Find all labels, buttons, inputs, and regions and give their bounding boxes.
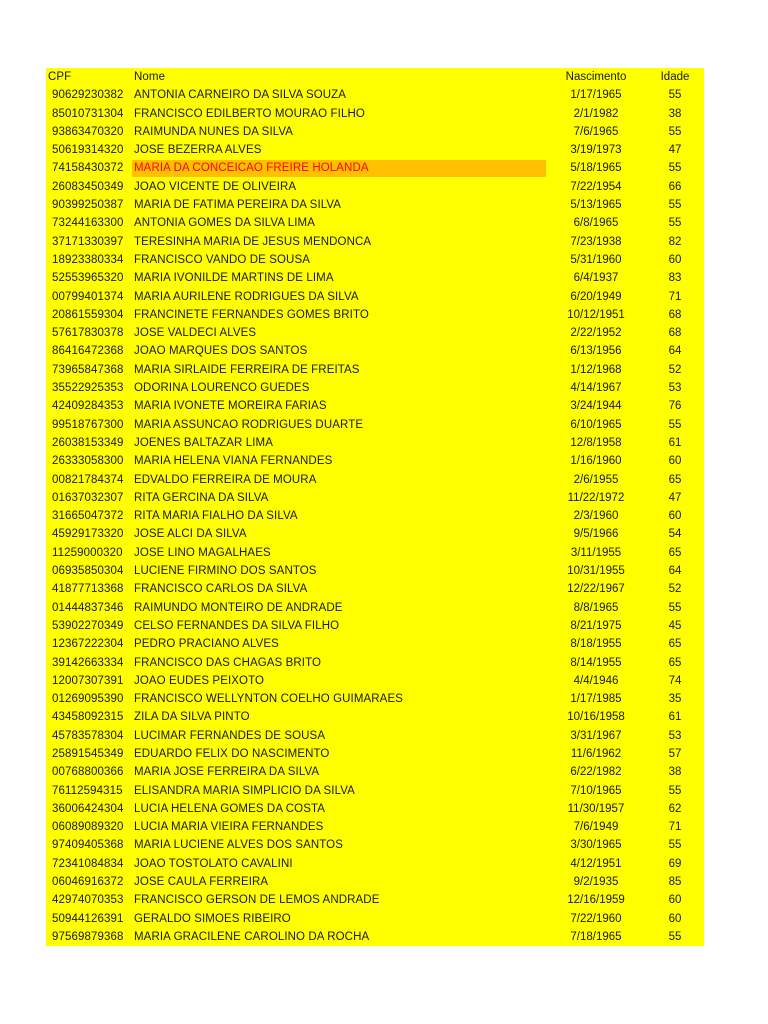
table-row[interactable]: [46, 178, 704, 196]
cell-nome[interactable]: ELISANDRA MARIA SIMPLICIO DA SILVA: [134, 784, 355, 797]
table-row[interactable]: [46, 269, 704, 287]
cell-nome[interactable]: ANTONIA CARNEIRO DA SILVA SOUZA: [134, 89, 347, 102]
table-row[interactable]: [46, 288, 704, 306]
cell-idade[interactable]: 85: [668, 876, 682, 889]
cell-nome[interactable]: JOAO TOSTOLATO CAVALINI: [134, 857, 293, 870]
cell-nascimento[interactable]: 9/5/1966: [573, 528, 619, 541]
cell-cpf[interactable]: 35522925353: [52, 382, 124, 395]
cell-cpf[interactable]: 97409405368: [52, 839, 124, 852]
table-row[interactable]: [46, 141, 704, 159]
cell-nome[interactable]: MARIA AURILENE RODRIGUES DA SILVA: [134, 290, 359, 303]
table-row[interactable]: [46, 416, 704, 434]
table-row[interactable]: [46, 397, 704, 415]
cell-cpf[interactable]: 45783578304: [52, 729, 124, 742]
cell-nascimento[interactable]: 4/12/1951: [570, 857, 622, 870]
cell-nascimento[interactable]: 3/31/1967: [570, 729, 622, 742]
cell-nascimento[interactable]: 9/2/1935: [573, 876, 619, 889]
table-row[interactable]: [46, 635, 704, 653]
cell-cpf[interactable]: 57617830378: [52, 327, 124, 340]
cell-nascimento[interactable]: 7/23/1938: [570, 235, 622, 248]
cell-cpf[interactable]: 45929173320: [52, 528, 124, 541]
cell-cpf[interactable]: 42409284353: [52, 400, 124, 413]
cell-cpf[interactable]: 53902270349: [52, 619, 124, 632]
cell-nome[interactable]: EDUARDO FELIX DO NASCIMENTO: [134, 747, 330, 760]
table-row[interactable]: [46, 672, 704, 690]
cell-nome[interactable]: RAIMUNDO MONTEIRO DE ANDRADE: [134, 601, 343, 614]
cell-nascimento[interactable]: 11/22/1972: [567, 491, 625, 504]
cell-nome[interactable]: CELSO FERNANDES DA SILVA FILHO: [134, 619, 340, 632]
cell-nascimento[interactable]: 8/18/1955: [570, 638, 622, 651]
cell-cpf[interactable]: 72341084834: [52, 857, 124, 870]
cell-nome[interactable]: LUCIMAR FERNANDES DE SOUSA: [134, 729, 326, 742]
cell-idade[interactable]: 55: [668, 418, 682, 431]
cell-idade[interactable]: 55: [668, 601, 682, 614]
cell-idade[interactable]: 71: [668, 821, 682, 834]
table-row[interactable]: [46, 471, 704, 489]
cell-cpf[interactable]: 93863470320: [52, 125, 124, 138]
cell-cpf[interactable]: 11259000320: [52, 546, 123, 559]
cell-cpf[interactable]: 12367222304: [52, 638, 124, 651]
cell-idade[interactable]: 83: [668, 272, 682, 285]
cell-nascimento[interactable]: 3/24/1944: [570, 400, 622, 413]
table-row[interactable]: [46, 306, 704, 324]
cell-nascimento[interactable]: 2/3/1960: [573, 510, 619, 523]
cell-nome[interactable]: LUCIENE FIRMINO DOS SANTOS: [134, 565, 317, 578]
cell-nome[interactable]: MARIA IVONILDE MARTINS DE LIMA: [134, 272, 334, 285]
cell-idade[interactable]: 55: [668, 839, 682, 852]
cell-cpf[interactable]: 90629230382: [52, 89, 124, 102]
cell-nome[interactable]: RITA GERCINA DA SILVA: [134, 491, 269, 504]
cell-idade[interactable]: 74: [668, 674, 682, 687]
cell-idade[interactable]: 38: [668, 766, 682, 779]
cell-nascimento[interactable]: 6/13/1956: [570, 345, 622, 358]
cell-idade[interactable]: 55: [668, 125, 682, 138]
table-row[interactable]: [46, 763, 704, 781]
cell-cpf[interactable]: 00821784374: [52, 473, 124, 486]
cell-cpf[interactable]: 37171330397: [52, 235, 124, 248]
cell-cpf[interactable]: 26083450349: [52, 180, 124, 193]
cell-nascimento[interactable]: 8/14/1955: [570, 656, 622, 669]
table-row[interactable]: [46, 342, 704, 360]
header-row: [46, 68, 704, 86]
cell-nascimento[interactable]: 11/6/1962: [570, 747, 622, 760]
cell-nascimento[interactable]: 10/12/1951: [567, 308, 625, 321]
cell-idade[interactable]: 62: [668, 802, 682, 815]
cell-nome[interactable]: MARIA GRACILENE CAROLINO DA ROCHA: [134, 930, 370, 943]
cell-idade[interactable]: 53: [668, 729, 682, 742]
cell-nascimento[interactable]: 1/17/1985: [570, 693, 622, 706]
cell-nascimento[interactable]: 7/18/1965: [570, 930, 622, 943]
cell-idade[interactable]: 55: [668, 199, 682, 212]
cell-nome[interactable]: JOSE LINO MAGALHAES: [134, 546, 271, 559]
cell-idade[interactable]: 61: [668, 711, 682, 724]
cell-idade[interactable]: 57: [668, 747, 682, 760]
cell-cpf[interactable]: 42974070353: [52, 894, 124, 907]
cell-nome[interactable]: PEDRO PRACIANO ALVES: [134, 638, 279, 651]
cell-nome[interactable]: MARIA HELENA VIANA FERNANDES: [134, 455, 333, 468]
cell-nascimento[interactable]: 7/6/1949: [573, 821, 619, 834]
cell-nome[interactable]: MARIA IVONETE MOREIRA FARIAS: [134, 400, 327, 413]
cell-idade[interactable]: 54: [668, 528, 682, 541]
cell-nome[interactable]: FRANCISCO CARLOS DA SILVA: [134, 583, 308, 596]
cell-nome[interactable]: JOSE BEZERRA ALVES: [134, 144, 262, 157]
cell-cpf[interactable]: 01637032307: [52, 491, 124, 504]
cell-cpf[interactable]: 90399250387: [52, 199, 124, 212]
column-header-idade[interactable]: Idade: [660, 71, 690, 83]
cell-nome[interactable]: MARIA DA CONCEICAO FREIRE HOLANDA: [134, 162, 369, 175]
table-row[interactable]: [46, 452, 704, 470]
cell-nascimento[interactable]: 3/30/1965: [570, 839, 622, 852]
cell-nascimento[interactable]: 7/6/1965: [573, 125, 619, 138]
cell-idade[interactable]: 68: [668, 327, 682, 340]
cell-idade[interactable]: 47: [668, 144, 682, 157]
cell-cpf[interactable]: 31665047372: [52, 510, 124, 523]
cell-nascimento[interactable]: 10/31/1955: [567, 565, 625, 578]
cell-idade[interactable]: 64: [668, 565, 682, 578]
cell-nascimento[interactable]: 6/22/1982: [570, 766, 622, 779]
cell-nascimento[interactable]: 3/11/1955: [570, 546, 622, 559]
table-row[interactable]: [46, 782, 704, 800]
table-row[interactable]: [46, 617, 704, 635]
table-row[interactable]: [46, 836, 704, 854]
column-header-nome[interactable]: Nome: [134, 71, 166, 83]
cell-cpf[interactable]: 06089089320: [52, 821, 124, 834]
cell-nome[interactable]: ZILA DA SILVA PINTO: [134, 711, 250, 724]
table-row[interactable]: [46, 855, 704, 873]
cell-cpf[interactable]: 43458092315: [52, 711, 124, 724]
cell-idade[interactable]: 35: [668, 693, 682, 706]
cell-nascimento[interactable]: 12/16/1959: [567, 894, 625, 907]
cell-nome[interactable]: EDVALDO FERREIRA DE MOURA: [134, 473, 317, 486]
cell-idade[interactable]: 38: [668, 107, 682, 120]
cell-idade[interactable]: 61: [668, 436, 682, 449]
cell-nome[interactable]: ODORINA LOURENCO GUEDES: [134, 382, 310, 395]
cell-nome[interactable]: RITA MARIA FIALHO DA SILVA: [134, 510, 298, 523]
cell-nascimento[interactable]: 8/21/1975: [570, 619, 622, 632]
table-row[interactable]: [46, 233, 704, 251]
cell-idade[interactable]: 64: [668, 345, 682, 358]
cell-cpf[interactable]: 06046916372: [52, 876, 124, 889]
cell-nome[interactable]: JOSE VALDECI ALVES: [134, 327, 257, 340]
cell-idade[interactable]: 55: [668, 217, 682, 230]
cell-nascimento[interactable]: 2/6/1955: [573, 473, 619, 486]
cell-idade[interactable]: 66: [668, 180, 682, 193]
cell-idade[interactable]: 65: [668, 546, 682, 559]
cell-nome[interactable]: ANTONIA GOMES DA SILVA LIMA: [134, 217, 316, 230]
cell-cpf[interactable]: 52553965320: [52, 272, 124, 285]
cell-nascimento[interactable]: 7/22/1960: [570, 912, 622, 925]
cell-nascimento[interactable]: 4/4/1946: [573, 674, 619, 687]
cell-idade[interactable]: 60: [668, 912, 682, 925]
cell-idade[interactable]: 65: [668, 656, 682, 669]
table-row[interactable]: [46, 873, 704, 891]
cell-cpf[interactable]: 20861559304: [52, 308, 124, 321]
cell-idade[interactable]: 68: [668, 308, 682, 321]
cell-nascimento[interactable]: 12/8/1958: [570, 436, 622, 449]
table-row[interactable]: [46, 928, 704, 946]
cell-cpf[interactable]: 76112594315: [52, 784, 123, 797]
cell-cpf[interactable]: 26333058300: [52, 455, 124, 468]
cell-cpf[interactable]: 97569879368: [52, 930, 124, 943]
cell-cpf[interactable]: 12007307391: [52, 674, 124, 687]
cell-nome[interactable]: FRANCISCO EDILBERTO MOURAO FILHO: [134, 107, 365, 120]
cell-nascimento[interactable]: 1/16/1960: [570, 455, 622, 468]
cell-cpf[interactable]: 73965847368: [52, 363, 124, 376]
cell-cpf[interactable]: 73244163300: [52, 217, 124, 230]
table-row[interactable]: [46, 745, 704, 763]
table-row[interactable]: [46, 800, 704, 818]
cell-idade[interactable]: 82: [668, 235, 682, 248]
cell-nome[interactable]: MARIA SIRLAIDE FERREIRA DE FREITAS: [134, 363, 360, 376]
cell-nascimento[interactable]: 1/17/1965: [570, 89, 622, 102]
cell-nome[interactable]: MARIA LUCIENE ALVES DOS SANTOS: [134, 839, 344, 852]
cell-nascimento[interactable]: 5/13/1965: [570, 199, 622, 212]
table-row[interactable]: [46, 580, 704, 598]
cell-nome[interactable]: JOSE CAULA FERREIRA: [134, 876, 269, 889]
cell-nome[interactable]: FRANCISCO GERSON DE LEMOS ANDRADE: [134, 894, 380, 907]
column-header-nascimento[interactable]: Nascimento: [565, 71, 627, 83]
spreadsheet-table: [46, 68, 704, 946]
table-row[interactable]: [46, 324, 704, 342]
cell-nascimento[interactable]: 6/10/1965: [570, 418, 622, 431]
cell-cpf[interactable]: 01269095390: [52, 693, 124, 706]
cell-nome[interactable]: LUCIA MARIA VIEIRA FERNANDES: [134, 821, 324, 834]
cell-cpf[interactable]: 85010731304: [52, 107, 124, 120]
cell-nome[interactable]: TERESINHA MARIA DE JESUS MENDONCA: [134, 235, 372, 248]
cell-nome[interactable]: GERALDO SIMOES RIBEIRO: [134, 912, 291, 925]
table-row[interactable]: [46, 727, 704, 745]
cell-nascimento[interactable]: 5/18/1965: [570, 162, 622, 175]
cell-cpf[interactable]: 99518767300: [52, 418, 124, 431]
cell-nome[interactable]: FRANCISCO WELLYNTON COELHO GUIMARAES: [134, 693, 403, 706]
cell-nome[interactable]: MARIA JOSE FERREIRA DA SILVA: [134, 766, 320, 779]
cell-idade[interactable]: 52: [668, 363, 682, 376]
table-row[interactable]: [46, 910, 704, 928]
cell-cpf[interactable]: 36006424304: [52, 802, 124, 815]
table-row[interactable]: [46, 690, 704, 708]
table-row[interactable]: [46, 489, 704, 507]
cell-nascimento[interactable]: 2/1/1982: [573, 107, 619, 120]
cell-nascimento[interactable]: 12/22/1967: [567, 583, 625, 596]
table-row[interactable]: [46, 123, 704, 141]
cell-idade[interactable]: 65: [668, 638, 682, 651]
table-row[interactable]: [46, 599, 704, 617]
cell-cpf[interactable]: 01444837346: [52, 601, 124, 614]
cell-nascimento[interactable]: 6/8/1965: [573, 217, 619, 230]
cell-nascimento[interactable]: 4/14/1967: [570, 382, 622, 395]
table-row[interactable]: [46, 159, 704, 177]
cell-nome[interactable]: JOAO MARQUES DOS SANTOS: [134, 345, 308, 358]
table-row[interactable]: [46, 214, 704, 232]
cell-nascimento[interactable]: 10/16/1958: [567, 711, 625, 724]
cell-idade[interactable]: 60: [668, 253, 682, 266]
cell-idade[interactable]: 52: [668, 583, 682, 596]
cell-cpf[interactable]: 18923380334: [52, 253, 124, 266]
table-row[interactable]: [46, 196, 704, 214]
cell-idade[interactable]: 76: [668, 400, 682, 413]
table-row[interactable]: [46, 361, 704, 379]
cell-idade[interactable]: 60: [668, 894, 682, 907]
cell-idade[interactable]: 55: [668, 784, 682, 797]
table-row[interactable]: [46, 507, 704, 525]
table-row[interactable]: [46, 818, 704, 836]
cell-nome[interactable]: MARIA ASSUNCAO RODRIGUES DUARTE: [134, 418, 364, 431]
cell-idade[interactable]: 47: [668, 491, 682, 504]
cell-nascimento[interactable]: 3/19/1973: [570, 144, 622, 157]
column-header-cpf[interactable]: CPF: [48, 71, 72, 83]
cell-nascimento[interactable]: 6/20/1949: [570, 290, 622, 303]
cell-nascimento[interactable]: 11/30/1957: [567, 802, 625, 815]
cell-idade[interactable]: 53: [668, 382, 682, 395]
cell-nascimento[interactable]: 8/8/1965: [573, 601, 619, 614]
table-row[interactable]: [46, 654, 704, 672]
cell-nascimento[interactable]: 1/12/1968: [570, 363, 622, 376]
cell-cpf[interactable]: 86416472368: [52, 345, 124, 358]
cell-nome[interactable]: JOAO VICENTE DE OLIVEIRA: [134, 180, 297, 193]
table-body: [46, 86, 704, 946]
table-row[interactable]: [46, 708, 704, 726]
table-row[interactable]: [46, 544, 704, 562]
table-row[interactable]: [46, 434, 704, 452]
cell-idade[interactable]: 60: [668, 455, 682, 468]
cell-idade[interactable]: 55: [668, 89, 682, 102]
table-row[interactable]: [46, 891, 704, 909]
cell-cpf[interactable]: 00768800366: [52, 766, 124, 779]
cell-nome[interactable]: FRANCISCO DAS CHAGAS BRITO: [134, 656, 322, 669]
cell-cpf[interactable]: 25891545349: [52, 747, 124, 760]
cell-cpf[interactable]: 50944126391: [52, 912, 124, 925]
cell-nascimento[interactable]: 7/22/1954: [570, 180, 622, 193]
table-row[interactable]: [46, 105, 704, 123]
cell-nome[interactable]: FRANCISCO VANDO DE SOUSA: [134, 253, 310, 266]
cell-nascimento[interactable]: 5/31/1960: [570, 253, 622, 266]
cell-idade[interactable]: 69: [668, 857, 682, 870]
table-row[interactable]: [46, 251, 704, 269]
cell-nome[interactable]: RAIMUNDA NUNES DA SILVA: [134, 125, 294, 138]
cell-nome[interactable]: JOENES BALTAZAR LIMA: [134, 436, 273, 449]
cell-nome[interactable]: LUCIA HELENA GOMES DA COSTA: [134, 802, 326, 815]
cell-nascimento[interactable]: 2/22/1952: [570, 327, 622, 340]
cell-nome[interactable]: FRANCINETE FERNANDES GOMES BRITO: [134, 308, 369, 321]
cell-nome[interactable]: MARIA DE FATIMA PEREIRA DA SILVA: [134, 199, 342, 212]
cell-idade[interactable]: 55: [668, 930, 682, 943]
table-row[interactable]: [46, 525, 704, 543]
cell-nascimento[interactable]: 7/10/1965: [570, 784, 622, 797]
cell-idade[interactable]: 45: [668, 619, 682, 632]
cell-cpf[interactable]: 00799401374: [52, 290, 124, 303]
cell-idade[interactable]: 65: [668, 473, 682, 486]
cell-cpf[interactable]: 26038153349: [52, 436, 124, 449]
cell-nome[interactable]: JOSE ALCI DA SILVA: [134, 528, 247, 541]
cell-nome[interactable]: JOAO EUDES PEIXOTO: [134, 674, 265, 687]
cell-cpf[interactable]: 50619314320: [52, 144, 124, 157]
cell-idade[interactable]: 60: [668, 510, 682, 523]
cell-cpf[interactable]: 74158430372: [52, 162, 124, 175]
cell-idade[interactable]: 71: [668, 290, 682, 303]
table-row[interactable]: [46, 379, 704, 397]
table-row[interactable]: [46, 562, 704, 580]
cell-cpf[interactable]: 39142663334: [52, 656, 124, 669]
cell-idade[interactable]: 55: [668, 162, 682, 175]
cell-cpf[interactable]: 41877713368: [52, 583, 124, 596]
cell-nascimento[interactable]: 6/4/1937: [573, 272, 619, 285]
cell-cpf[interactable]: 06935850304: [52, 565, 124, 578]
table-row[interactable]: [46, 86, 704, 104]
